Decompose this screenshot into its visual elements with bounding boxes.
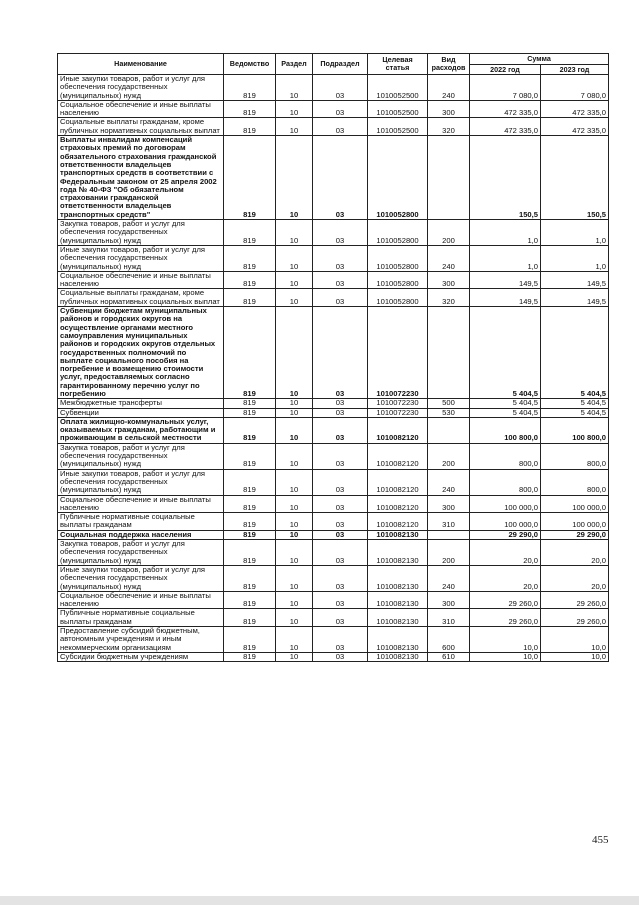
row-sum-2022: 29 260,0 (470, 609, 541, 627)
row-sum-2023: 5 404,5 (541, 307, 609, 399)
row-sum-2023: 29 290,0 (541, 530, 609, 539)
row-name: Закупка товаров, работ и услуг для обеспечения государственных (муниципальных) нужд (58, 220, 224, 246)
row-expense-type (428, 136, 470, 220)
row-sum-2023: 149,5 (541, 289, 609, 307)
row-sum-2023: 5 404,5 (541, 399, 609, 408)
row-section: 10 (276, 627, 313, 653)
row-expense-type (428, 417, 470, 443)
row-ministry: 819 (224, 652, 276, 661)
table-row (58, 495, 609, 513)
row-sum-2023: 10,0 (541, 627, 609, 653)
table-row (58, 627, 609, 653)
header-year-2023: 2023 год (541, 65, 609, 75)
row-sum-2022: 150,5 (470, 136, 541, 220)
table-row (58, 417, 609, 443)
row-ministry: 819 (224, 399, 276, 408)
row-ministry: 819 (224, 289, 276, 307)
row-name: Социальное обеспечение и иные выплаты населению (58, 495, 224, 513)
row-sum-2022: 10,0 (470, 627, 541, 653)
row-name: Социальное обеспечение и иные выплаты населению (58, 100, 224, 118)
row-subsection: 03 (313, 591, 368, 609)
row-sum-2023: 150,5 (541, 136, 609, 220)
row-section: 10 (276, 75, 313, 101)
table-body (58, 75, 609, 662)
table-row (58, 565, 609, 591)
table-row (58, 399, 609, 408)
row-expense-type: 610 (428, 652, 470, 661)
row-section: 10 (276, 136, 313, 220)
row-expense-type: 320 (428, 118, 470, 136)
row-target-article: 1010052800 (368, 289, 428, 307)
row-name: Социальные выплаты гражданам, кроме публичных нормативных социальных выплат (58, 289, 224, 307)
row-sum-2023: 472 335,0 (541, 118, 609, 136)
row-subsection: 03 (313, 408, 368, 417)
row-sum-2022: 1,0 (470, 245, 541, 271)
row-subsection: 03 (313, 652, 368, 661)
table-row (58, 100, 609, 118)
row-target-article: 1010082130 (368, 591, 428, 609)
row-subsection: 03 (313, 307, 368, 399)
row-expense-type: 600 (428, 627, 470, 653)
table-row (58, 118, 609, 136)
row-target-article: 1010082130 (368, 609, 428, 627)
table-row (58, 289, 609, 307)
row-sum-2023: 7 080,0 (541, 75, 609, 101)
row-subsection: 03 (313, 417, 368, 443)
row-section: 10 (276, 271, 313, 289)
row-subsection: 03 (313, 289, 368, 307)
row-sum-2022: 800,0 (470, 469, 541, 495)
header-section: Раздел (276, 54, 313, 75)
row-target-article: 1010052800 (368, 271, 428, 289)
row-expense-type: 240 (428, 469, 470, 495)
row-expense-type: 240 (428, 245, 470, 271)
row-sum-2022: 5 404,5 (470, 399, 541, 408)
row-subsection: 03 (313, 565, 368, 591)
row-target-article: 1010072230 (368, 307, 428, 399)
row-sum-2023: 29 260,0 (541, 591, 609, 609)
row-subsection: 03 (313, 220, 368, 246)
row-sum-2022: 7 080,0 (470, 75, 541, 101)
row-ministry: 819 (224, 245, 276, 271)
row-expense-type: 200 (428, 540, 470, 566)
row-target-article: 1010052800 (368, 136, 428, 220)
row-ministry: 819 (224, 136, 276, 220)
row-name: Предоставление субсидий бюджетным, автономным учреждениям и иным некоммерческим организациям (58, 627, 224, 653)
row-target-article: 1010082120 (368, 513, 428, 531)
row-ministry: 819 (224, 118, 276, 136)
table-row (58, 540, 609, 566)
row-subsection: 03 (313, 136, 368, 220)
row-sum-2022: 29 260,0 (470, 591, 541, 609)
row-section: 10 (276, 417, 313, 443)
row-name: Социальное обеспечение и иные выплаты населению (58, 271, 224, 289)
row-sum-2023: 149,5 (541, 271, 609, 289)
row-ministry: 819 (224, 530, 276, 539)
row-section: 10 (276, 245, 313, 271)
row-name: Публичные нормативные социальные выплаты гражданам (58, 513, 224, 531)
row-ministry: 819 (224, 540, 276, 566)
row-ministry: 819 (224, 513, 276, 531)
row-target-article: 1010082120 (368, 469, 428, 495)
row-target-article: 1010052800 (368, 245, 428, 271)
row-ministry: 819 (224, 609, 276, 627)
row-section: 10 (276, 307, 313, 399)
row-target-article: 1010052500 (368, 75, 428, 101)
row-sum-2022: 149,5 (470, 271, 541, 289)
row-subsection: 03 (313, 540, 368, 566)
row-expense-type: 300 (428, 100, 470, 118)
row-sum-2023: 20,0 (541, 565, 609, 591)
row-section: 10 (276, 540, 313, 566)
row-name: Оплата жилищно-коммунальных услуг, оказываемых гражданам, работающим и проживающим в сельской местности (58, 417, 224, 443)
budget-table (57, 53, 609, 662)
row-name: Публичные нормативные социальные выплаты гражданам (58, 609, 224, 627)
table-row (58, 652, 609, 661)
row-name: Социальное обеспечение и иные выплаты населению (58, 591, 224, 609)
row-sum-2022: 100 000,0 (470, 495, 541, 513)
row-target-article: 1010082130 (368, 530, 428, 539)
row-subsection: 03 (313, 609, 368, 627)
row-expense-type: 240 (428, 75, 470, 101)
row-sum-2023: 20,0 (541, 540, 609, 566)
table-row (58, 245, 609, 271)
row-name: Закупка товаров, работ и услуг для обеспечения государственных (муниципальных) нужд (58, 443, 224, 469)
row-section: 10 (276, 220, 313, 246)
row-ministry: 819 (224, 627, 276, 653)
row-subsection: 03 (313, 75, 368, 101)
row-sum-2022: 20,0 (470, 540, 541, 566)
row-target-article: 1010082130 (368, 565, 428, 591)
row-section: 10 (276, 443, 313, 469)
row-expense-type: 500 (428, 399, 470, 408)
row-sum-2022: 100 000,0 (470, 513, 541, 531)
row-sum-2023: 5 404,5 (541, 408, 609, 417)
row-sum-2023: 10,0 (541, 652, 609, 661)
row-sum-2022: 1,0 (470, 220, 541, 246)
row-subsection: 03 (313, 530, 368, 539)
page-number: 455 (592, 834, 609, 846)
table-row (58, 75, 609, 101)
row-sum-2022: 800,0 (470, 443, 541, 469)
header-expense-type: Вид расходов (428, 54, 470, 75)
row-subsection: 03 (313, 100, 368, 118)
row-section: 10 (276, 513, 313, 531)
row-section: 10 (276, 289, 313, 307)
row-subsection: 03 (313, 245, 368, 271)
row-section: 10 (276, 609, 313, 627)
row-sum-2022: 5 404,5 (470, 307, 541, 399)
row-name: Субсидии бюджетным учреждениям (58, 652, 224, 661)
scan-edge (0, 896, 639, 905)
row-section: 10 (276, 591, 313, 609)
row-subsection: 03 (313, 495, 368, 513)
row-name: Межбюджетные трансферты (58, 399, 224, 408)
row-sum-2023: 29 260,0 (541, 609, 609, 627)
row-name: Иные закупки товаров, работ и услуг для обеспечения государственных (муниципальных) нужд (58, 565, 224, 591)
row-name: Субвенции (58, 408, 224, 417)
row-target-article: 1010082120 (368, 495, 428, 513)
row-sum-2023: 800,0 (541, 443, 609, 469)
row-subsection: 03 (313, 271, 368, 289)
table-row (58, 530, 609, 539)
row-ministry: 819 (224, 469, 276, 495)
table-row (58, 408, 609, 417)
row-name: Социальная поддержка населения (58, 530, 224, 539)
row-subsection: 03 (313, 118, 368, 136)
row-target-article: 1010082130 (368, 652, 428, 661)
row-ministry: 819 (224, 495, 276, 513)
row-expense-type (428, 530, 470, 539)
header-sum: Сумма (470, 54, 609, 65)
row-expense-type: 310 (428, 609, 470, 627)
row-subsection: 03 (313, 443, 368, 469)
table-row (58, 443, 609, 469)
row-name: Иные закупки товаров, работ и услуг для обеспечения государственных (муниципальных) нужд (58, 245, 224, 271)
row-subsection: 03 (313, 399, 368, 408)
row-target-article: 1010072230 (368, 399, 428, 408)
row-expense-type: 310 (428, 513, 470, 531)
row-ministry: 819 (224, 271, 276, 289)
row-subsection: 03 (313, 627, 368, 653)
row-expense-type: 300 (428, 495, 470, 513)
row-expense-type: 200 (428, 220, 470, 246)
row-ministry: 819 (224, 565, 276, 591)
row-expense-type: 300 (428, 591, 470, 609)
row-sum-2022: 149,5 (470, 289, 541, 307)
row-ministry: 819 (224, 417, 276, 443)
row-target-article: 1010082120 (368, 443, 428, 469)
row-sum-2023: 1,0 (541, 220, 609, 246)
row-expense-type: 240 (428, 565, 470, 591)
row-name: Субвенции бюджетам муниципальных районов и городских округов на осуществление органами местного самоуправления муниципальных районов и городских округов отдельных государственных полномочий по выплате социального пособия на погребение и возмещению стоимости услуг, предоставляемых согласно гарантированному перечню услуг по погребению (58, 307, 224, 399)
row-sum-2022: 472 335,0 (470, 100, 541, 118)
row-section: 10 (276, 408, 313, 417)
row-target-article: 1010052500 (368, 100, 428, 118)
row-ministry: 819 (224, 443, 276, 469)
row-target-article: 1010052800 (368, 220, 428, 246)
row-sum-2023: 1,0 (541, 245, 609, 271)
row-name: Выплаты инвалидам компенсаций страховых премий по договорам обязательного страхования гражданской ответственности владельцев транспортных средств в соответствии с Федеральным законом от 25 апреля 2002 года № 40-ФЗ "Об обязательном страховании гражданской ответственности владельцев транспортных средств" (58, 136, 224, 220)
row-subsection: 03 (313, 513, 368, 531)
table-row (58, 591, 609, 609)
header-year-2022: 2022 год (470, 65, 541, 75)
row-section: 10 (276, 565, 313, 591)
row-sum-2023: 100 800,0 (541, 417, 609, 443)
row-ministry: 819 (224, 75, 276, 101)
row-section: 10 (276, 399, 313, 408)
row-name: Иные закупки товаров, работ и услуг для обеспечения государственных (муниципальных) нужд (58, 75, 224, 101)
table-header (58, 54, 609, 75)
row-sum-2023: 100 000,0 (541, 513, 609, 531)
row-ministry: 819 (224, 220, 276, 246)
row-sum-2022: 29 290,0 (470, 530, 541, 539)
row-section: 10 (276, 118, 313, 136)
table-row (58, 609, 609, 627)
row-sum-2022: 472 335,0 (470, 118, 541, 136)
table-row (58, 271, 609, 289)
header-subsection: Подраздел (313, 54, 368, 75)
row-ministry: 819 (224, 100, 276, 118)
row-sum-2023: 472 335,0 (541, 100, 609, 118)
row-sum-2022: 20,0 (470, 565, 541, 591)
table-row (58, 136, 609, 220)
row-section: 10 (276, 100, 313, 118)
table-row (58, 307, 609, 399)
row-sum-2023: 800,0 (541, 469, 609, 495)
row-sum-2023: 100 000,0 (541, 495, 609, 513)
row-target-article: 1010082120 (368, 417, 428, 443)
row-target-article: 1010072230 (368, 408, 428, 417)
header-name: Наименование (58, 54, 224, 75)
row-ministry: 819 (224, 307, 276, 399)
row-section: 10 (276, 495, 313, 513)
row-expense-type (428, 307, 470, 399)
row-target-article: 1010052500 (368, 118, 428, 136)
row-section: 10 (276, 469, 313, 495)
row-target-article: 1010082130 (368, 540, 428, 566)
row-section: 10 (276, 530, 313, 539)
row-name: Закупка товаров, работ и услуг для обеспечения государственных (муниципальных) нужд (58, 540, 224, 566)
row-expense-type: 320 (428, 289, 470, 307)
row-sum-2022: 100 800,0 (470, 417, 541, 443)
row-expense-type: 200 (428, 443, 470, 469)
row-expense-type: 530 (428, 408, 470, 417)
row-ministry: 819 (224, 408, 276, 417)
table-row (58, 220, 609, 246)
row-section: 10 (276, 652, 313, 661)
row-name: Социальные выплаты гражданам, кроме публичных нормативных социальных выплат (58, 118, 224, 136)
header-target-article: Целевая статья (368, 54, 428, 75)
row-target-article: 1010082130 (368, 627, 428, 653)
row-expense-type: 300 (428, 271, 470, 289)
row-sum-2022: 5 404,5 (470, 408, 541, 417)
table-row (58, 469, 609, 495)
row-ministry: 819 (224, 591, 276, 609)
table-row (58, 513, 609, 531)
row-subsection: 03 (313, 469, 368, 495)
row-name: Иные закупки товаров, работ и услуг для обеспечения государственных (муниципальных) нужд (58, 469, 224, 495)
row-sum-2022: 10,0 (470, 652, 541, 661)
header-ministry: Ведомство (224, 54, 276, 75)
